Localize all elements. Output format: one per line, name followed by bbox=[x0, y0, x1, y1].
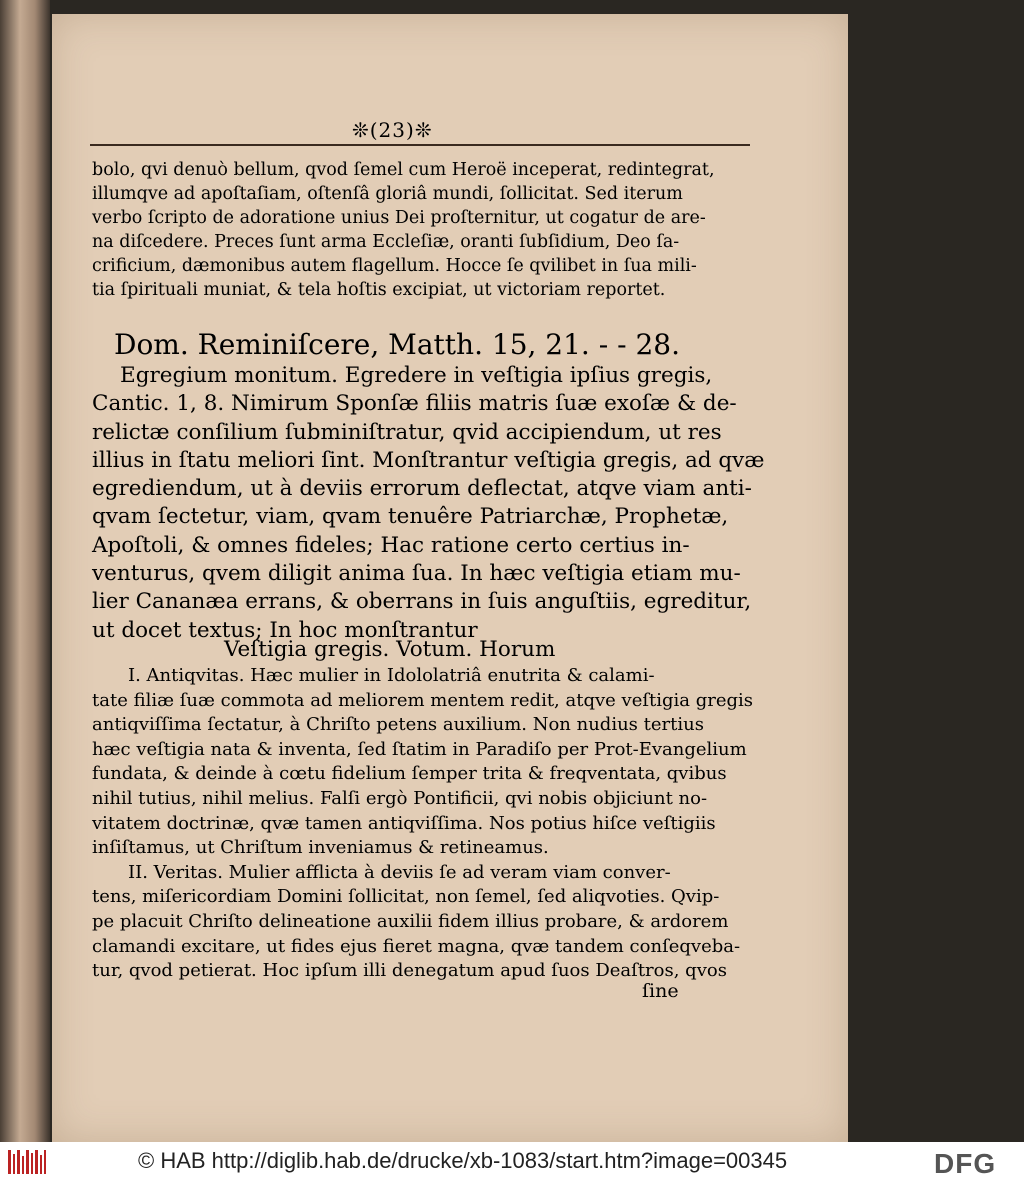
text-line: tur, qvod petierat. Hoc ipſum illi denegatum apud ſuos Deaſtros, qvos bbox=[92, 960, 727, 982]
text-line: na diſcedere. Preces ſunt arma Eccleſiæ, oranti ſubſidium, Deo ſa- bbox=[92, 232, 680, 252]
text-line: venturus, qvem diligit anima ſua. In hæc veſtigia etiam mu- bbox=[92, 561, 741, 587]
text-line: nihil tutius, nihil melius. Falſi ergò Pontificii, qvi nobis objiciunt no- bbox=[92, 787, 708, 809]
text-line: antiqviſſima ſectatur, à Chriſto petens auxilium. Non nudius tertius bbox=[92, 714, 704, 736]
text-line: lier Cananæa errans, & oberrans in ſuis anguſtiis, egreditur, bbox=[92, 589, 752, 615]
text-line: qvam ſectetur, viam, qvam tenuêre Patriarchæ, Prophetæ, bbox=[92, 504, 729, 530]
section-heading: Dom. Reminiſcere, Matth. 15, 21. - - 28. bbox=[114, 328, 680, 361]
book-page bbox=[52, 14, 848, 1142]
text-line: verbo ſcripto de adoratione unius Dei proſternitur, ut cogatur de are- bbox=[92, 208, 706, 228]
hab-barcode-logo-icon bbox=[6, 1148, 48, 1176]
text-line: illius in ſtatu meliori ſint. Monſtrantur veſtigia gregis, ad qvæ bbox=[92, 447, 765, 473]
footer-bar bbox=[0, 1142, 1024, 1182]
dfg-logo: DFG bbox=[934, 1148, 997, 1179]
page-number: ❊(23)❊ bbox=[352, 118, 433, 142]
text-line: Egregium monitum. Egredere in veſtigia ipſius gregis, bbox=[120, 363, 713, 388]
text-line: vitatem doctrinæ, qvæ tamen antiqviſſima. Nos potius hiſce veſtigiis bbox=[92, 812, 716, 834]
sections-paragraph bbox=[92, 664, 753, 984]
text-line: Cantic. 1, 8. Nimirum Sponſæ filiis matris ſuæ exoſæ & de- bbox=[92, 391, 737, 417]
text-line: relictæ conſilium ſubminiſtratur, qvid accipiendum, ut res bbox=[92, 419, 722, 445]
text-line: bolo, qvi denuò bellum, qvod ſemel cum Heroë inceperat, redintegrat, bbox=[92, 160, 715, 180]
previous-page-edge bbox=[0, 0, 50, 1142]
text-line: inſiſtamus, ut Chriſtum inveniamus & retineamus. bbox=[92, 837, 549, 859]
text-line: crificium, dæmonibus autem flagellum. Hocce ſe qvilibet in ſua mili- bbox=[92, 256, 697, 276]
header-rule bbox=[90, 144, 750, 146]
top-paragraph bbox=[92, 158, 715, 302]
text-line: egrediendum, ut à deviis errorum deflectat, atqve viam anti- bbox=[92, 476, 752, 502]
copyright-url[interactable]: © HAB http://diglib.hab.de/drucke/xb-1083/start.htm?image=00345 bbox=[138, 1148, 788, 1173]
text-line: clamandi excitare, ut fides ejus fieret magna, qvæ tandem conſeqveba- bbox=[92, 935, 741, 957]
text-line: fundata, & deinde à cœtu fidelium ſemper trita & freqventata, qvibus bbox=[92, 763, 727, 785]
catchword: ſine bbox=[642, 980, 679, 1002]
subheading: Veſtigia gregis. Votum. Horum bbox=[224, 637, 556, 662]
text-line: pe placuit Chriſto delineatione auxilii fidem illius probare, & ardorem bbox=[92, 910, 729, 932]
text-line: hæc veſtigia nata & inventa, ſed ſtatim in Paradiſo per Prot-Evangelium bbox=[92, 738, 747, 760]
text-line: tate filiæ ſuæ commota ad meliorem mentem redit, atqve veſtigia gregis bbox=[92, 689, 754, 711]
text-line: illumqve ad apoſtaſiam, oſtenſâ gloriâ mundi, ſollicitat. Sed iterum bbox=[92, 184, 683, 204]
text-line: II. Veritas. Mulier afflicta à deviis ſe ad veram viam conver- bbox=[128, 861, 671, 883]
text-line: tia ſpirituali muniat, & tela hoſtis excipiat, ut victoriam reportet. bbox=[92, 280, 666, 300]
text-line: tens, miſericordiam Domini ſollicitat, non ſemel, ſed aliqvoties. Qvip- bbox=[92, 886, 720, 908]
text-line: ut docet textus; In hoc monſtrantur bbox=[92, 617, 478, 643]
body-paragraph bbox=[92, 362, 765, 645]
text-line: I. Antiqvitas. Hæc mulier in Idololatriâ enutrita & calami- bbox=[128, 665, 655, 686]
text-line: Apoſtoli, & omnes fideles; Hac ratione certo certius in- bbox=[92, 532, 690, 558]
